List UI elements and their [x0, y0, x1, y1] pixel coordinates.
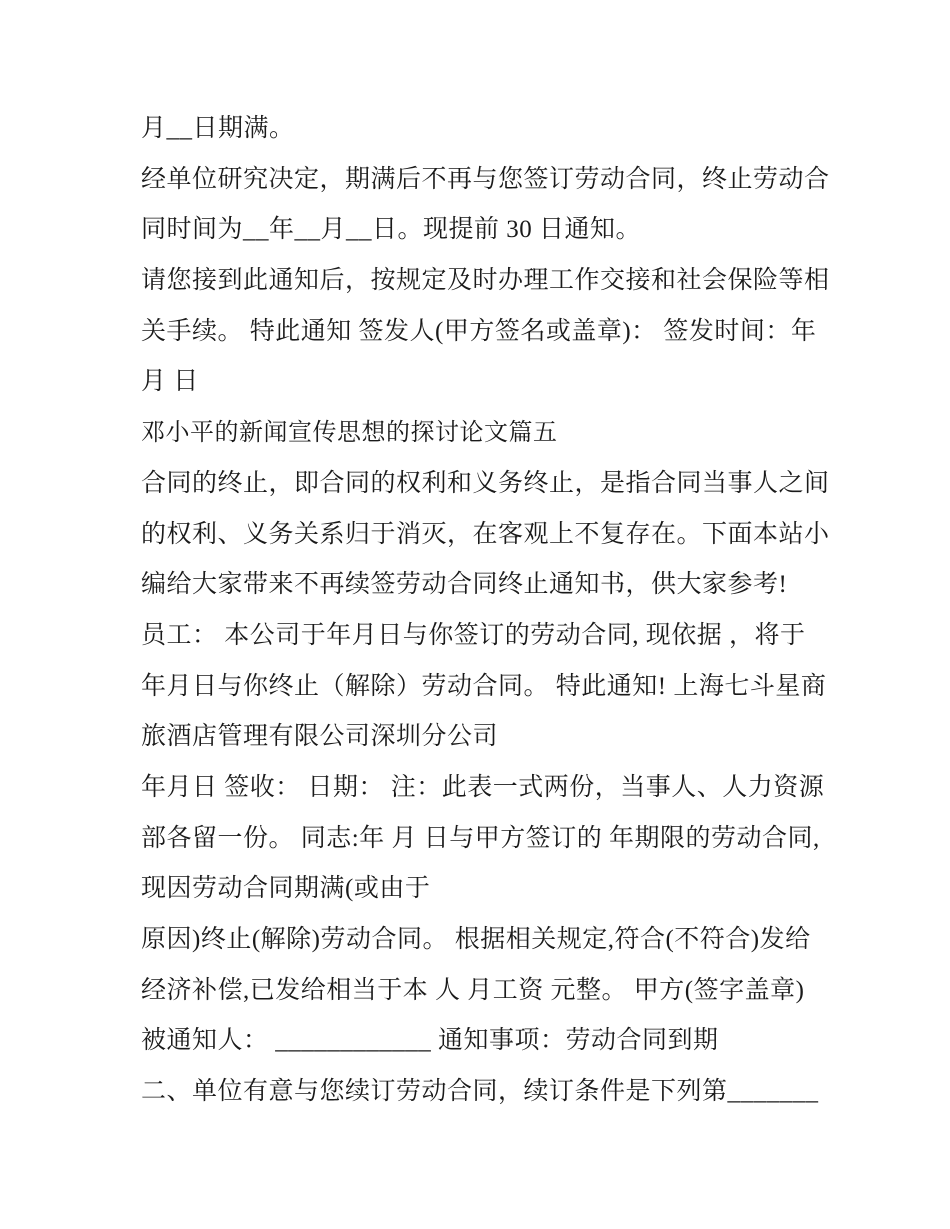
document-line: 部各留一份。 同志:年 月 日与甲方签订的 年期限的劳动合同,	[141, 824, 820, 852]
document-line: 二、单位有意与您续订劳动合同，续订条件是下列第_______	[141, 1078, 819, 1106]
document-line: 旅酒店管理有限公司深圳分公司	[141, 723, 499, 751]
document-line: 原因)终止(解除)劳动合同。 根据相关规定,符合(不符合)发给	[141, 926, 811, 953]
document-line: 月__日期满。	[141, 115, 295, 142]
document-line: 同时间为__年__月__日。现提前 30 日通知。	[141, 216, 642, 244]
document-line: 现因劳动合同期满(或由于	[141, 875, 431, 903]
document-line: 被通知人： ____________ 通知事项：劳动合同到期	[141, 1027, 719, 1055]
document-line: 月 日	[141, 368, 199, 396]
document-line: 的权利、义务关系归于消灭，在客观上不复存在。下面本站小	[141, 520, 830, 548]
document-line: 请您接到此通知后，按规定及时办理工作交接和社会保险等相	[141, 267, 830, 295]
document-line: 年月日与你终止（解除）劳动合同。 特此通知! 上海七斗星商	[141, 672, 827, 700]
document-line: 员工： 本公司于年月日与你签订的劳动合同, 现依据 ，将于	[141, 621, 806, 649]
document-line: 合同的终止，即合同的权利和义务终止，是指合同当事人之间	[141, 469, 830, 497]
document-line: 经济补偿,已发给相当于本 人 月工资 元整。 甲方(签字盖章)	[141, 976, 805, 1004]
document-line: 关手续。 特此通知 签发人(甲方签名或盖章)： 签发时间：年	[141, 317, 817, 345]
document-line-heading: 邓小平的新闻宣传思想的探讨论文篇五	[141, 420, 558, 447]
document-line: 经单位研究决定，期满后不再与您签订劳动合同，终止劳动合	[141, 165, 830, 193]
document-line: 编给大家带来不再续签劳动合同终止通知书，供大家参考!	[141, 571, 788, 599]
document-line: 年月日 签收： 日期： 注：此表一式两份，当事人、人力资源	[141, 773, 825, 801]
